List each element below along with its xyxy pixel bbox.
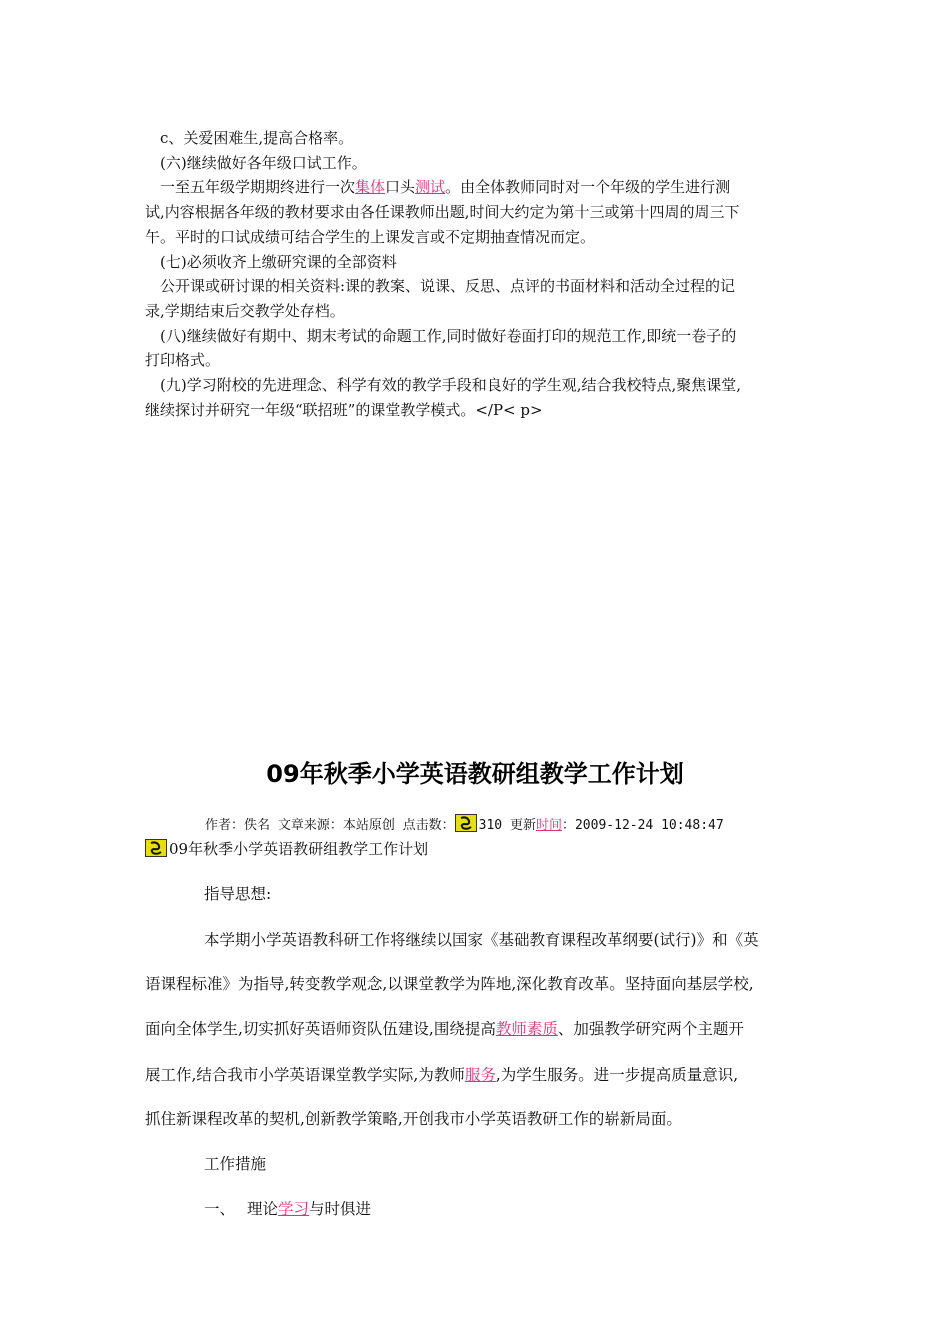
- list-item: [204, 1198, 371, 1220]
- text-line: (九)学习附校的先进理念、科学有效的教学手段和良好的学生观,结合我校特点,聚焦课堂,: [160, 376, 742, 394]
- text-span: ,为学生服务。进一步提高质量意识,: [495, 1066, 739, 1084]
- paragraph-line: [145, 1018, 744, 1040]
- paragraph-line: [145, 1064, 738, 1086]
- keyword-link[interactable]: 集体: [355, 178, 386, 196]
- text-line: 试,内容根据各年级的教材要求由各任课教师出题,时间大约定为第十三或第十四周的周三下: [145, 203, 740, 221]
- text-line: [160, 176, 730, 198]
- text-span: 展工作,结合我市小学英语课堂教学实际,为教师: [145, 1066, 465, 1084]
- article-title: 09年秋季小学英语教研组教学工作计划: [266, 760, 684, 788]
- paragraph-line: 抓住新课程改革的契机,创新教学策略,开创我市小学英语教研工作的崭新局面。: [145, 1110, 682, 1128]
- text-line: (七)必须收齐上缴研究课的全部资料: [160, 253, 397, 271]
- text-line: (八)继续做好有期中、期末考试的命题工作,同时做好卷面打印的规范工作,即统一卷子的: [160, 327, 737, 345]
- text-line: c、关爱困难生,提高合格率。: [160, 129, 354, 147]
- keyword-link[interactable]: 教师素质: [495, 1020, 558, 1038]
- paragraph-line: 语课程标准》为指导,转变教学观念,以课堂教学为阵地,深化教育改革。坚持面向基层学校,: [145, 975, 754, 993]
- subtitle-text: 09年秋季小学英语教研组教学工作计划: [169, 840, 429, 858]
- article-subtitle: [145, 838, 428, 860]
- text-line: 午。平时的口试成绩可结合学生的上课发言或不定期抽查情况而定。: [145, 228, 596, 246]
- click-count: 310: [478, 818, 503, 833]
- text-line: 打印格式。: [145, 351, 221, 369]
- text-span: 、加强教学研究两个主题开: [557, 1020, 744, 1038]
- section-heading: 工作措施: [204, 1155, 267, 1173]
- keyword-link[interactable]: 学习: [278, 1200, 310, 1218]
- text-span: 。由全体教师同时对一个年级的学生进行测: [445, 178, 731, 196]
- text-span: 一至五年级学期期终进行一次: [160, 178, 356, 196]
- text-span: 口头: [385, 178, 416, 196]
- keyword-link[interactable]: 时间: [535, 818, 562, 833]
- keyword-link[interactable]: 服务: [464, 1066, 496, 1084]
- keyword-link[interactable]: 测试: [415, 178, 446, 196]
- meta-text: 更新: [502, 818, 536, 833]
- section-heading: 指导思想:: [204, 885, 272, 903]
- list-number: 一、: [204, 1200, 236, 1218]
- article-meta: [205, 814, 724, 836]
- text-span: 与时俱进: [309, 1200, 372, 1218]
- text-line: 公开课或研讨课的相关资料:课的教案、说课、反思、点评的书面材料和活动全过程的记: [160, 277, 736, 295]
- doc-arrow-icon: [145, 839, 167, 857]
- meta-text: 作者：佚名 文章来源：本站原创 点击数：: [205, 818, 455, 833]
- paragraph-line: 本学期小学英语教科研工作将继续以国家《基础教育课程改革纲要(试行)》和《英: [204, 931, 759, 949]
- update-time: ：2009-12-24 10:48:47: [561, 818, 724, 833]
- text-span: 面向全体学生,切实抓好英语师资队伍建设,围绕提高: [145, 1020, 496, 1038]
- doc-arrow-icon: [455, 814, 477, 832]
- text-line: 录,学期结束后交教学处存档。: [145, 302, 345, 320]
- text-line: (六)继续做好各年级口试工作。: [160, 154, 367, 172]
- text-line: 继续探讨并研究一年级“联招班”的课堂教学模式。</P< p>: [145, 401, 543, 419]
- text-span: 理论: [247, 1200, 279, 1218]
